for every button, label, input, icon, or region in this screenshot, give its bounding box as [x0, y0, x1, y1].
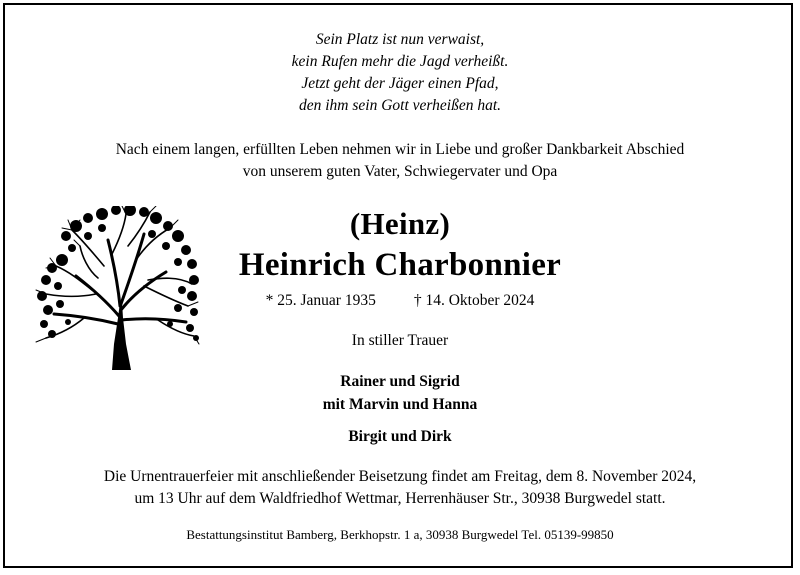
intro-line-2: von unserem guten Vater, Schwiegervater und Opa: [242, 163, 558, 180]
intro-line-1: Nach einem langen, erfüllten Leben nehmen wir in Liebe und großer Dankbarkeit Abschied: [115, 141, 685, 158]
family-group-1-line-2: mit Marvin und Hanna: [322, 396, 478, 413]
undertaker-info: Bestattungsinstitut Bamberg, Berkhopstr. 1 a, 30938 Burgwedel Tel. 05139-99850: [186, 527, 614, 542]
ceremony-line-2: um 13 Uhr auf dem Waldfriedhof Wettmar, Herrenhäuser Str., 30938 Burgwedel statt.: [134, 490, 666, 507]
birth-date: * 25. Januar 1935: [265, 292, 376, 309]
poem-line-2: kein Rufen mehr die Jagd verheißt.: [291, 53, 509, 70]
ceremony-line-1: Die Urnentrauerfeier mit anschließender Beisetzung findet am Freitag, dem 8. November 2024,: [103, 468, 697, 485]
family-group-1-line-1: Rainer und Sigrid: [340, 373, 460, 390]
life-dates: [0, 292, 800, 310]
deceased-nickname: (Heinz): [349, 206, 451, 241]
death-date: † 14. Oktober 2024: [413, 292, 535, 309]
poem-line-3: Jetzt geht der Jäger einen Pfad,: [301, 75, 499, 92]
deceased-full-name: Heinrich Charbonnier: [238, 247, 562, 283]
family-group-2: Birgit und Dirk: [348, 428, 452, 445]
mourning-label: In stiller Trauer: [351, 332, 449, 349]
poem-line-4: den ihm sein Gott verheißen hat.: [298, 97, 502, 114]
poem-line-1: Sein Platz ist nun verwaist,: [315, 31, 485, 48]
